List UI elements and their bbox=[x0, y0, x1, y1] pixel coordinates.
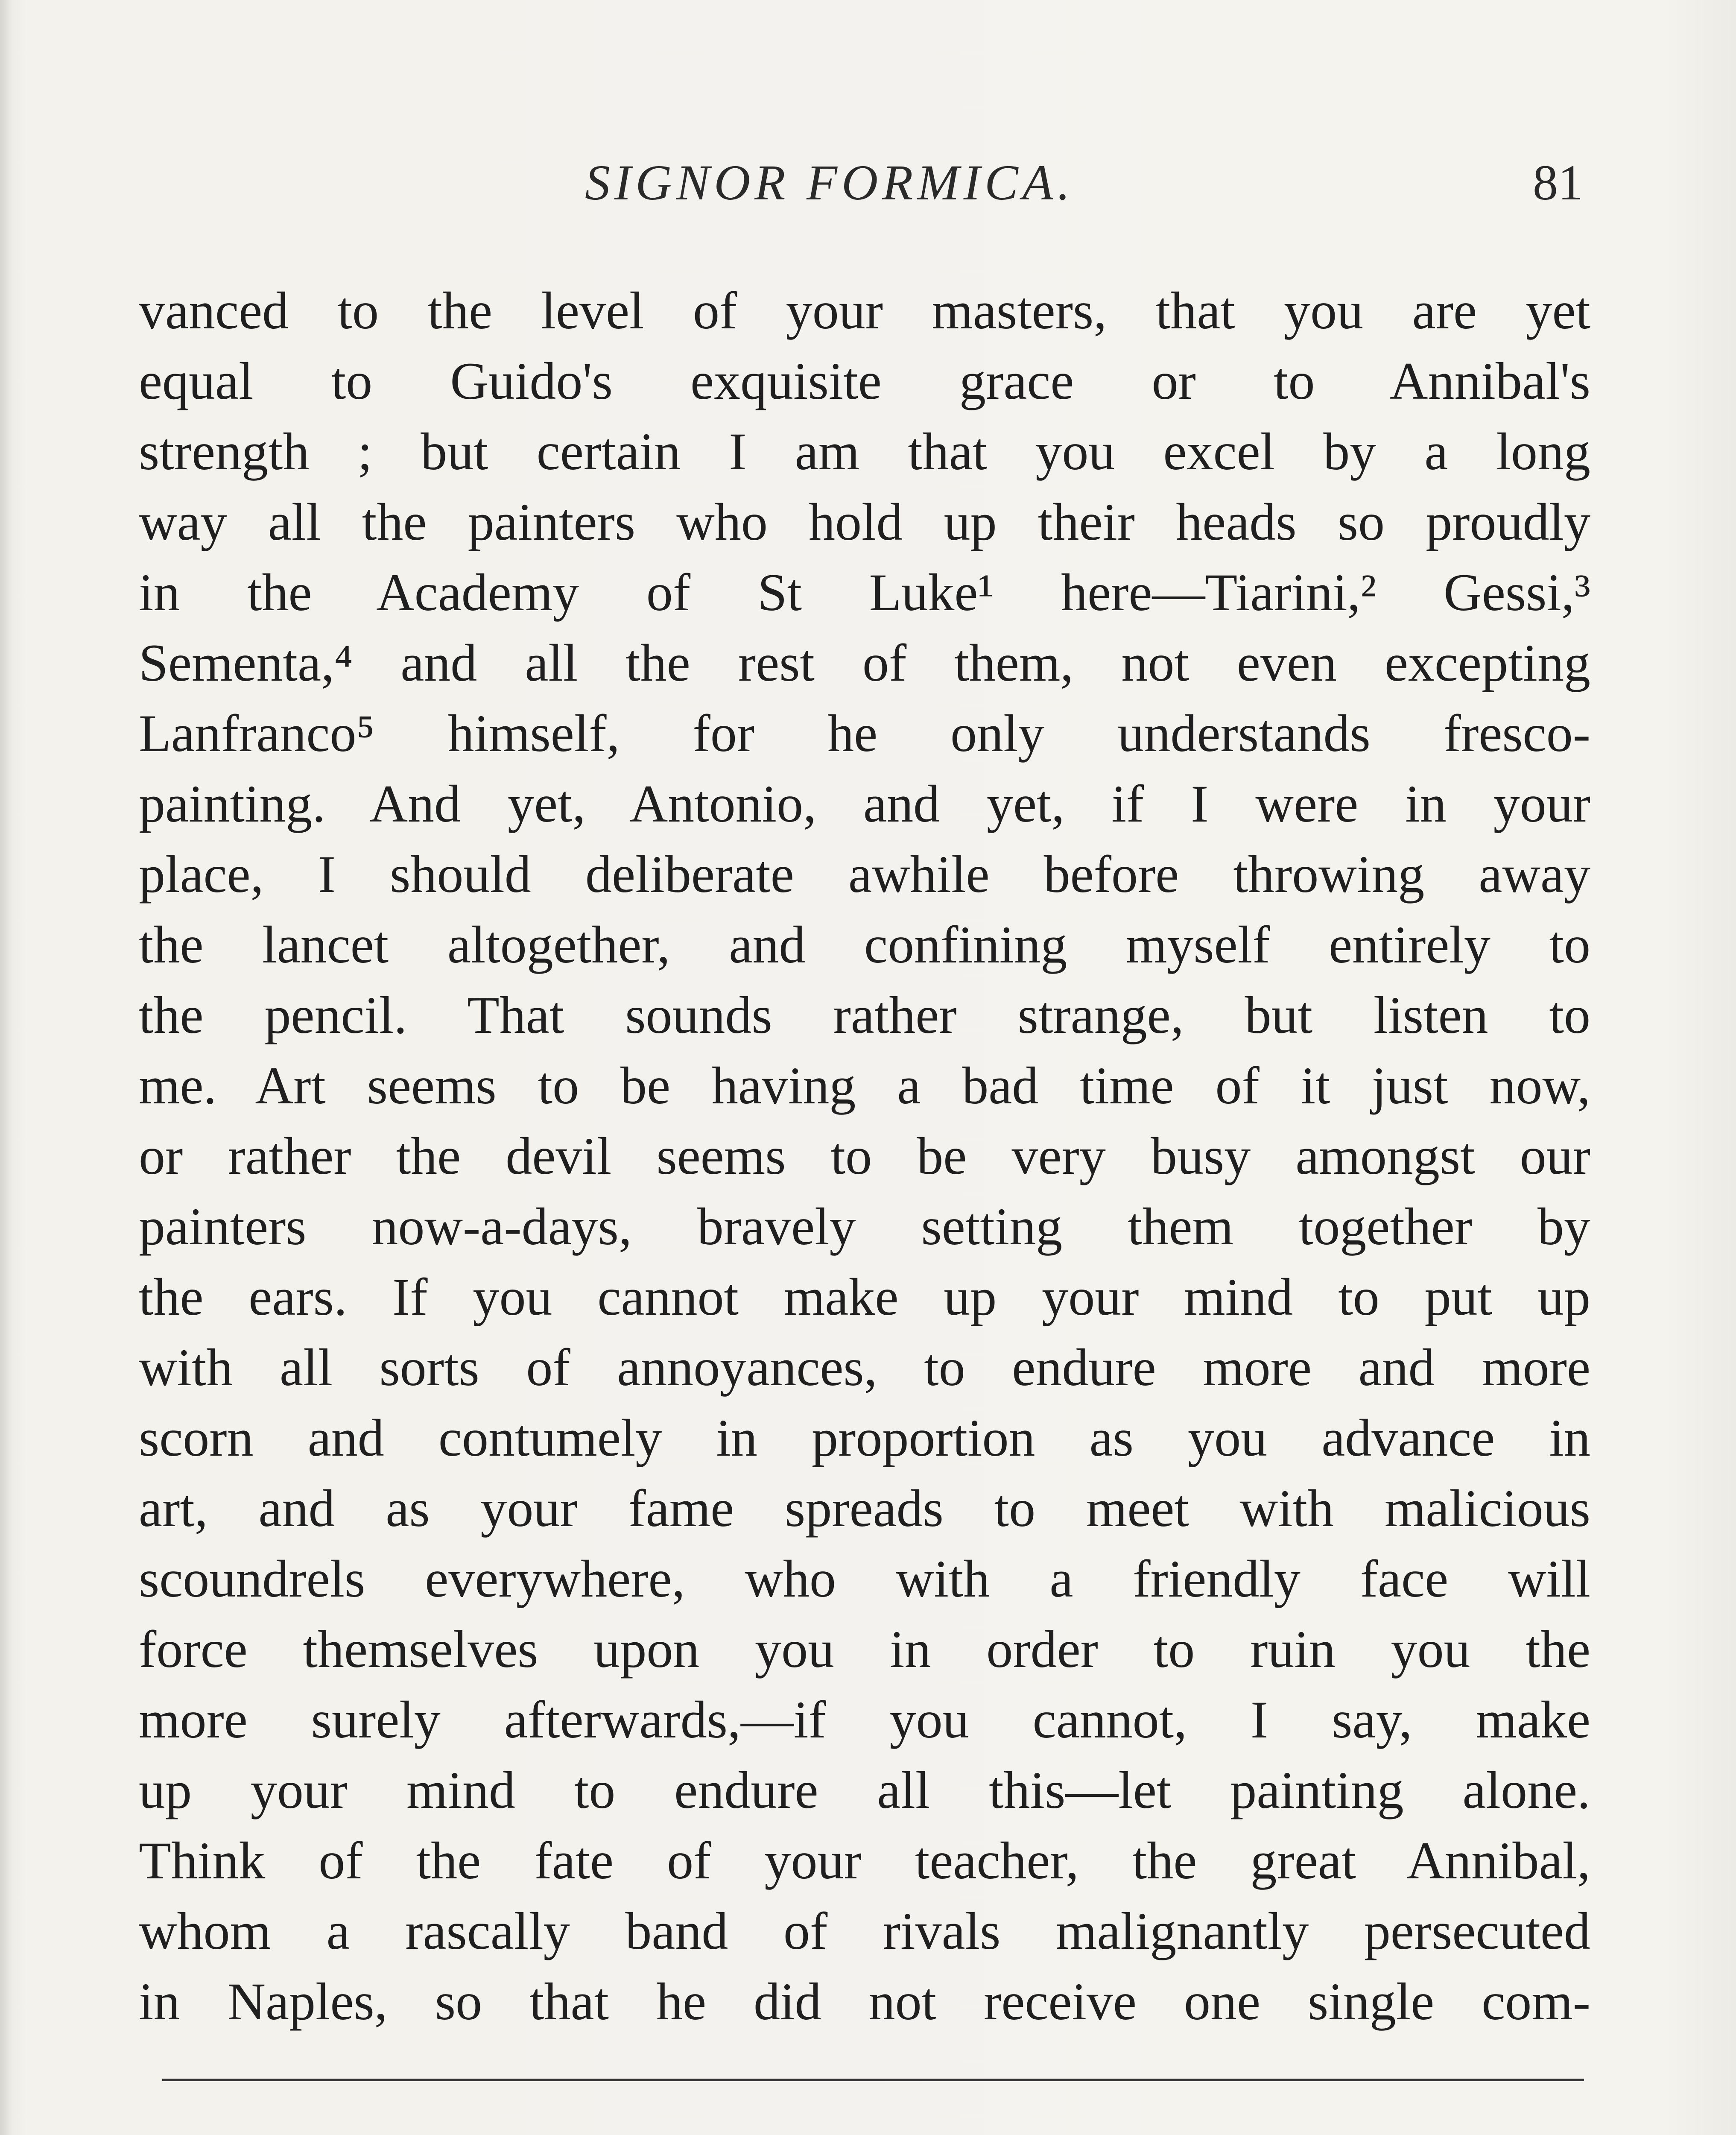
page-gutter-shadow bbox=[0, 0, 12, 2135]
body-line: in the Academy of St Luke¹ here—Tiarini,² Gessi,³ bbox=[139, 563, 1590, 622]
body-line: the pencil. That sounds rather strange, but listen to bbox=[139, 986, 1590, 1044]
page-number: 81 bbox=[1533, 155, 1583, 211]
body-line: scoundrels everywhere, who with a friendly face will bbox=[139, 1550, 1590, 1608]
body-line: up your mind to endure all this—let painting alone. bbox=[139, 1761, 1590, 1819]
body-line: art, and as your fame spreads to meet with malicious bbox=[139, 1479, 1590, 1538]
footnotes bbox=[145, 2131, 1590, 2135]
body-line: scorn and contumely in proportion as you advance in bbox=[139, 1409, 1590, 1467]
body-line: more surely afterwards,—if you cannot, I say, make bbox=[139, 1690, 1590, 1749]
body-line: with all sorts of annoyances, to endure more and more bbox=[139, 1338, 1590, 1397]
body-line: the ears. If you cannot make up your mind to put up bbox=[139, 1268, 1590, 1326]
body-text bbox=[139, 275, 1590, 2037]
body-line: strength ; but certain I am that you excel by a long bbox=[139, 422, 1590, 481]
body-line: in Naples, so that he did not receive one single com- bbox=[139, 1972, 1590, 2031]
body-line: or rather the devil seems to be very busy amongst our bbox=[139, 1127, 1590, 1185]
footnote-1 bbox=[145, 2131, 1590, 2135]
body-line: the lancet altogether, and confining myself entirely to bbox=[139, 915, 1590, 974]
running-title: SIGNOR FORMICA. bbox=[585, 155, 1075, 211]
body-line: whom a rascally band of rivals malignantly persecuted bbox=[139, 1902, 1590, 1960]
body-line: vanced to the level of your masters, that you are yet bbox=[139, 281, 1590, 340]
body-line: painters now-a-days, bravely setting them together by bbox=[139, 1197, 1590, 1256]
body-line: Lanfranco⁵ himself, for he only understands fresco- bbox=[139, 704, 1590, 763]
body-line: equal to Guido's exquisite grace or to Annibal's bbox=[139, 352, 1590, 410]
body-line: me. Art seems to be having a bad time of it just now, bbox=[139, 1056, 1590, 1115]
body-line: Sementa,⁴ and all the rest of them, not even excepting bbox=[139, 634, 1590, 692]
body-line: painting. And yet, Antonio, and yet, if I were in your bbox=[139, 775, 1590, 833]
body-line: force themselves upon you in order to ruin you the bbox=[139, 1620, 1590, 1679]
body-line: place, I should deliberate awhile before throwing away bbox=[139, 845, 1590, 904]
body-line: Think of the fate of your teacher, the great Annibal, bbox=[139, 1831, 1590, 1890]
footnote-divider bbox=[162, 2079, 1584, 2081]
body-line: way all the painters who hold up their heads so proudly bbox=[139, 493, 1590, 551]
